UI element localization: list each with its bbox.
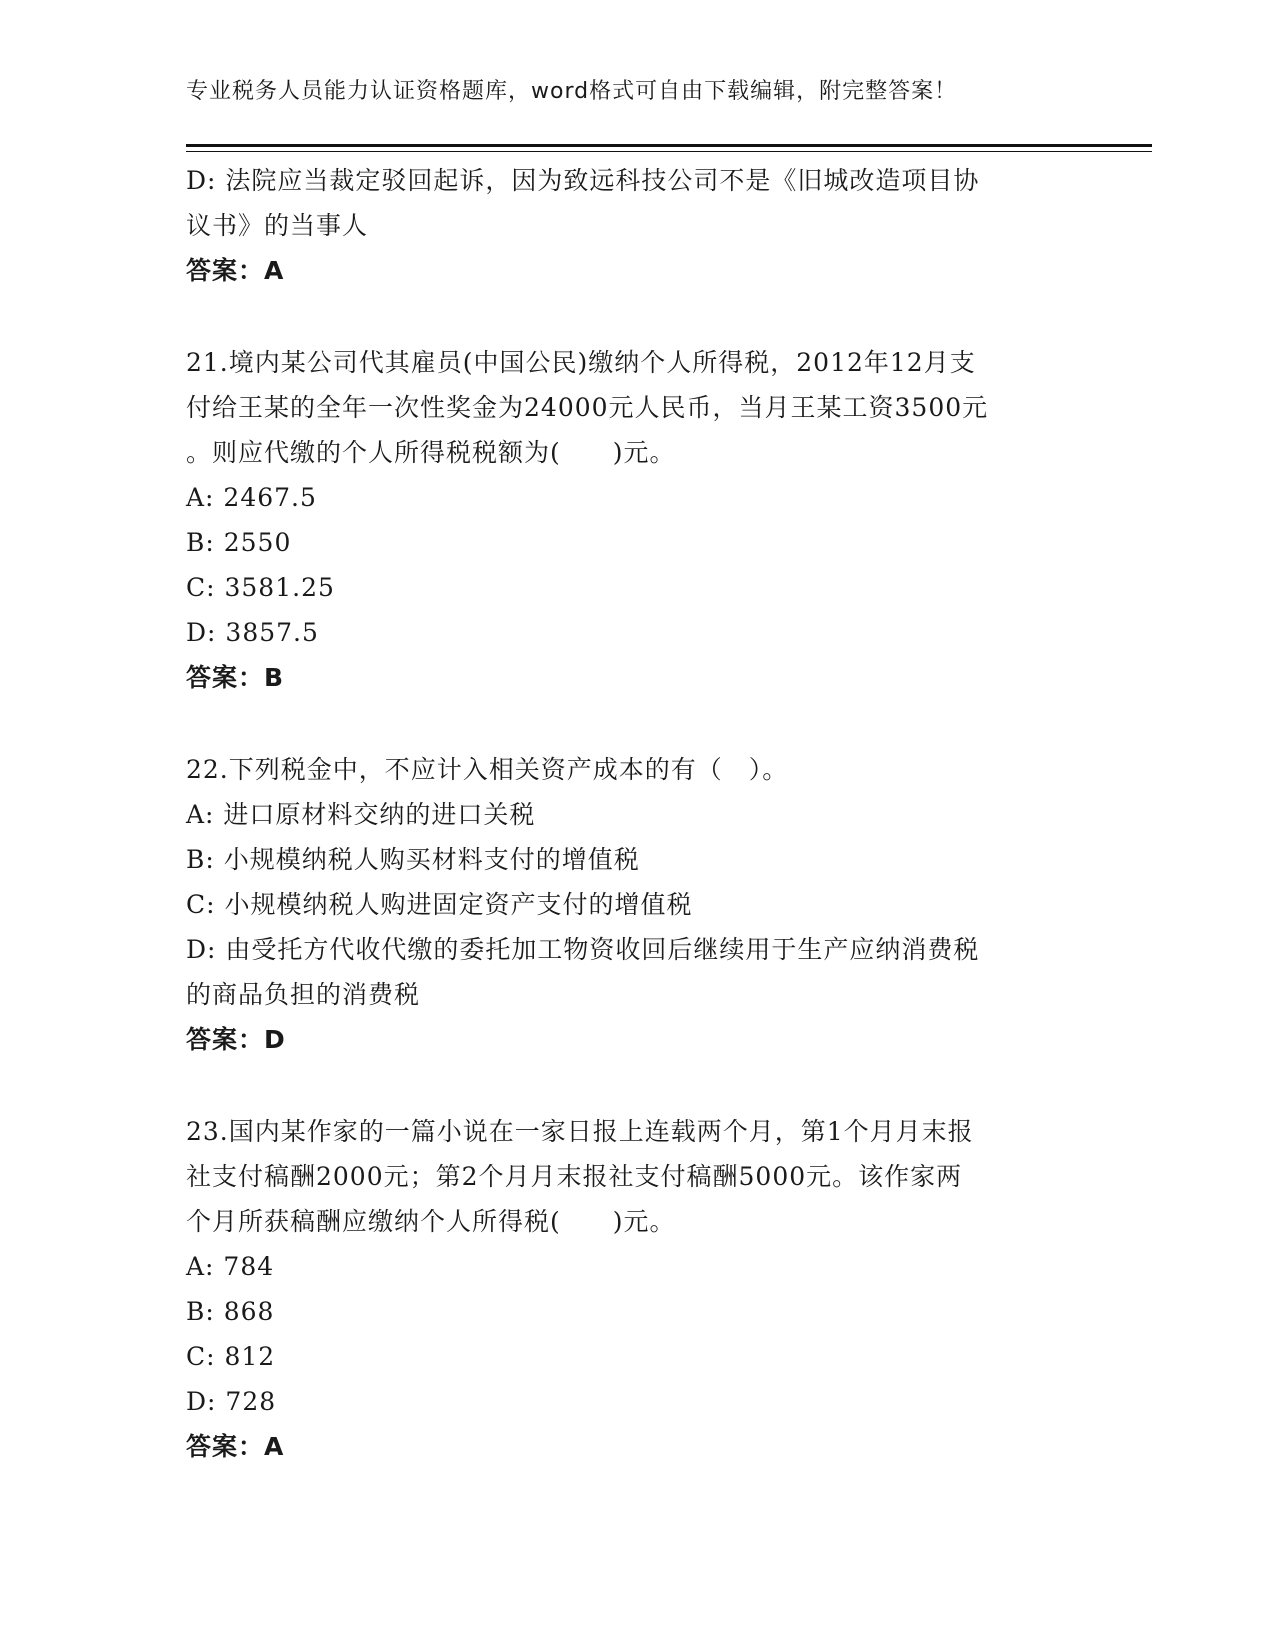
header-divider-thick — [186, 144, 1152, 147]
option-d-line-2: 议书》的当事人 — [186, 211, 369, 240]
answer-line: 答案：A — [186, 1432, 285, 1461]
question-23 — [186, 1109, 1086, 1469]
question-stem-line: 23.国内某作家的一篇小说在一家日报上连载两个月，第1个月月末报 — [186, 1117, 974, 1146]
question-stem-line: 。则应代缴的个人所得税税额为( )元。 — [186, 438, 676, 467]
spacer — [186, 293, 1086, 340]
option-c: C: 小规模纳税人购进固定资产支付的增值税 — [186, 890, 693, 919]
header-divider-thin — [186, 151, 1152, 152]
question-content — [186, 158, 1086, 1469]
option-d-continued: 的商品负担的消费税 — [186, 980, 421, 1009]
question-stem-line: 付给王某的全年一次性奖金为24000元人民币，当月王某工资3500元 — [186, 393, 989, 422]
question-stem-line: 22.下列税金中，不应计入相关资产成本的有（ ）。 — [186, 755, 789, 784]
question-22 — [186, 747, 1086, 1062]
option-b: B: 2550 — [186, 528, 292, 557]
page-header: 专业税务人员能力认证资格题库，word格式可自由下载编辑，附完整答案！ — [186, 79, 958, 104]
question-21 — [186, 340, 1086, 700]
option-d-line-1: D: 法院应当裁定驳回起诉，因为致远科技公司不是《旧城改造项目协 — [186, 166, 980, 195]
option-c: C: 3581.25 — [186, 573, 335, 602]
option-a: A: 2467.5 — [186, 483, 317, 512]
option-a: A: 进口原材料交纳的进口关税 — [186, 800, 536, 829]
option-c: C: 812 — [186, 1342, 276, 1371]
option-d: D: 728 — [186, 1387, 277, 1416]
question-stem-line: 21.境内某公司代其雇员(中国公民)缴纳个人所得税，2012年12月支 — [186, 348, 976, 377]
answer-line: 答案：B — [186, 663, 285, 692]
question-stem-line: 社支付稿酬2000元；第2个月月末报社支付稿酬5000元。该作家两 — [186, 1162, 963, 1191]
spacer — [186, 700, 1086, 747]
option-d: D: 3857.5 — [186, 618, 319, 647]
previous-question-continuation — [186, 158, 1086, 293]
question-stem-line: 个月所获稿酬应缴纳个人所得税( )元。 — [186, 1207, 676, 1236]
option-b: B: 小规模纳税人购买材料支付的增值税 — [186, 845, 640, 874]
spacer — [186, 1062, 1086, 1109]
option-b: B: 868 — [186, 1297, 275, 1326]
option-a: A: 784 — [186, 1252, 275, 1281]
option-d: D: 由受托方代收代缴的委托加工物资收回后继续用于生产应纳消费税 — [186, 935, 980, 964]
answer-line: 答案：A — [186, 256, 285, 285]
answer-line: 答案：D — [186, 1025, 286, 1054]
